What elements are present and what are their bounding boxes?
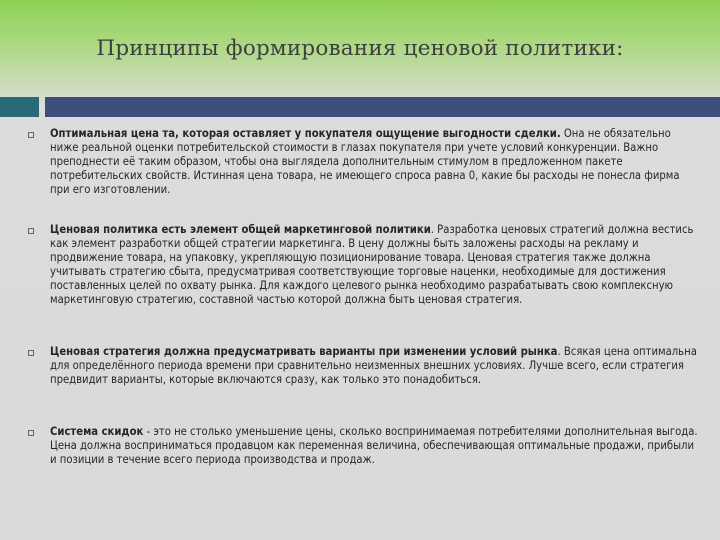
list-item-text: - это не столько уменьшение цены, сколько воспринимаемая потребителями дополнительная выгода. Цена должна восприниматься продавцом как переменная величина, обеспечивающая оптимальные продажи, прибыли и позиции в течение всего периода производства и продаж. [50, 425, 698, 466]
bullet-icon [28, 132, 34, 138]
slide-title: Принципы формирования ценовой политики: [96, 36, 624, 61]
list-item-text: Она не обязательно ниже реальной оценки потребительской стоимости в глазах покупателя при учете условий конкуренции. Важно преподнести её таким образом, чтобы она выглядела дополнительным стимулом в предложенном пакете потребительских свойств. Истинная цена товара, не имеющего спроса равна 0, какие бы расходы не понесла фирма при его изготовлении. [50, 127, 680, 196]
list-item [50, 127, 698, 197]
bullet-icon [28, 430, 34, 436]
list-item-heading: Ценовая политика есть элемент общей маркетинговой политики [50, 223, 431, 236]
list-item [50, 223, 698, 307]
list-item [50, 425, 698, 467]
list-item-heading: Ценовая стратегия должна предусматривать варианты при изменении условий рынка [50, 345, 558, 358]
list-item [50, 345, 698, 387]
list-item-text: . Всякая цена оптимальна для определённого периода времени при сравнительно неизменных внешних условиях. Лучше всего, если стратегия предвидит варианты, которые включаются сразу, как только это понадобиться. [50, 345, 697, 386]
list-item-text: . Разработка ценовых стратегий должна вестись как элемент разработки общей стратегии маркетинга. В цену должны быть заложены расходы на рекламу и продвижение товара, на упаковку, укрепляющую позиционирование товара. Ценовая стратегия также должна учитывать стратегию сбыта, предусматривая соответствующие торговые наценки, необходимые для достижения поставленных целей по охвату рынка. Для каждого целевого рынка необходимо разрабатывать свою комплексную маркетинговую стратегию, составной частью которой должна быть ценовая стратегия. [50, 223, 694, 306]
bullet-icon [28, 350, 34, 356]
list-item-heading: Система скидок [50, 425, 144, 438]
bullet-icon [28, 228, 34, 234]
accent-bar-right [45, 97, 720, 117]
accent-bar-left [0, 97, 39, 117]
list-item-heading: Оптимальная цена та, которая оставляет у покупателя ощущение выгодности сделки. [50, 127, 561, 140]
